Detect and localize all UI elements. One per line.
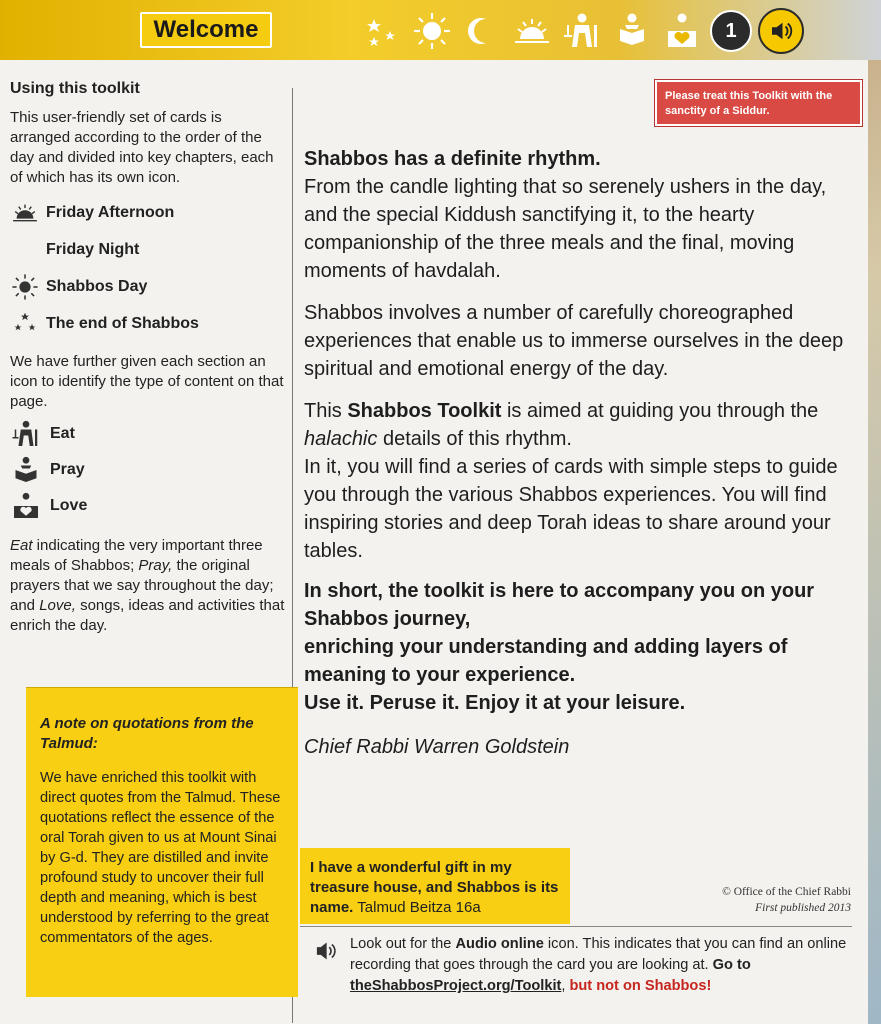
pray-term: Pray, <box>138 557 173 574</box>
chapter-label: Friday Night <box>46 240 140 258</box>
p3-e: details of this rhythm. <box>377 428 572 450</box>
chapter-label: Shabbos Day <box>46 277 148 295</box>
first-published: First published 2013 <box>755 902 851 914</box>
signature: Chief Rabbi Warren Goldstein <box>304 736 570 758</box>
note-title: A note on quotations from the Talmud: <box>40 715 254 752</box>
talmud-quote-box <box>300 848 570 924</box>
eat-term: Eat <box>10 537 33 554</box>
experiences-paragraph: Shabbos involves a number of carefully choreographed experiences that enable us to immerse ourselves in the deep spiritual and emotional energy of the day. <box>304 302 844 380</box>
chapter-friday-night <box>10 231 285 268</box>
eat-icon <box>560 9 604 53</box>
audio-icon[interactable] <box>758 8 804 54</box>
toolkit-paragraph <box>304 397 859 565</box>
p3-c: is aimed at guiding you through the <box>501 400 819 422</box>
an-a: Look out for the <box>350 936 456 952</box>
type-label: Love <box>50 497 88 514</box>
love-icon <box>660 9 704 53</box>
toolkit-name: Shabbos Toolkit <box>347 400 502 422</box>
p3-a: This <box>304 400 348 422</box>
stars-icon <box>360 9 404 53</box>
not-on-shabbos: but not on Shabbos! <box>569 978 712 994</box>
header-bar <box>0 0 881 60</box>
copyright <box>722 884 851 916</box>
chapter-list <box>10 194 285 342</box>
type-label: Eat <box>50 425 75 442</box>
moon-icon <box>10 235 46 265</box>
toolkit-link[interactable]: theShabbosProject.org/Toolkit <box>350 978 562 994</box>
summary-line-1: In short, the toolkit is here to accompany you on your Shabbos journey, <box>304 580 815 630</box>
an-f: , <box>561 978 570 994</box>
love-desc: songs, ideas and activities that enrich the day. <box>10 597 285 634</box>
love-icon <box>10 491 50 521</box>
moon-icon <box>460 9 504 53</box>
summary-line-2: enriching your understanding and adding layers of meaning to your experience. <box>304 636 788 686</box>
halachic-term: halachic <box>304 428 378 450</box>
chapter-label: The end of Shabbos <box>46 314 199 332</box>
welcome-label: Welcome <box>153 16 259 43</box>
types-intro-text: We have further given each section an icon to identify the type of content on that page. <box>10 353 284 410</box>
eat-desc: indicating the very important three meals of Shabbos; <box>10 537 263 574</box>
pray-desc: the original prayers that we say throughout the day; and <box>10 557 274 614</box>
audio-note-text <box>350 934 852 997</box>
chapter-shabbos-day <box>10 268 285 305</box>
copyright-line: © Office of the Chief Rabbi <box>722 886 851 898</box>
type-list <box>10 416 285 524</box>
sun-icon <box>410 9 454 53</box>
type-love <box>10 488 285 524</box>
stars-icon <box>10 309 46 339</box>
pray-icon <box>10 455 50 485</box>
types-description <box>10 536 285 636</box>
talmud-quotation-note <box>26 687 298 997</box>
p3-f: In it, you will find a series of cards with simple steps to guide you through the various Shabbos experiences. You will find inspiring stories and deep Torah ideas to share around your tables. <box>304 456 838 562</box>
quote-source: Talmud Beitza 16a <box>357 899 481 916</box>
type-pray <box>10 452 285 488</box>
audio-online-note <box>312 934 852 997</box>
type-label: Pray <box>50 461 85 478</box>
sunset-icon <box>10 198 46 228</box>
left-column <box>10 80 285 636</box>
rhythm-paragraph: From the candle lighting that so serenely ushers in the day, and the special Kiddush sanctifying it, to the hearty companionship of the three meals and the final, moving moments of havdalah. <box>304 176 827 282</box>
sanctity-notice: Please treat this Toolkit with the sanctity of a Siddur. <box>655 80 862 126</box>
chapter-end-of-shabbos <box>10 305 285 342</box>
sun-icon <box>10 272 46 302</box>
eat-icon <box>10 419 50 449</box>
summary-line-3: Use it. Peruse it. Enjoy it at your leisure. <box>304 692 686 714</box>
chapter-icon-row <box>360 8 804 54</box>
intro-block <box>304 145 859 285</box>
an-c: icon. This indicates that you can find an online recording that goes through the card you are looking at. <box>350 936 847 973</box>
sunset-icon <box>510 9 554 53</box>
chapter-friday-afternoon <box>10 194 285 231</box>
pray-icon <box>610 9 654 53</box>
intro-text: This user-friendly set of cards is arranged according to the order of the day and divided into key chapters, each of which has its own icon. <box>10 109 274 186</box>
using-toolkit-heading: Using this toolkit <box>10 80 140 97</box>
summary-block <box>304 577 859 717</box>
card-number: 1 <box>725 19 737 42</box>
chapter-label: Friday Afternoon <box>46 203 175 221</box>
lead-line: Shabbos has a definite rhythm. <box>304 148 601 170</box>
audio-online-term: Audio online <box>455 936 544 952</box>
welcome-tab[interactable] <box>140 12 272 48</box>
card-number-badge <box>710 10 752 52</box>
speaker-icon <box>312 934 340 997</box>
bottom-divider <box>300 926 852 927</box>
type-eat <box>10 416 285 452</box>
an-d: Go to <box>712 957 751 973</box>
quote-text: I have a wonderful gift in my treasure house, and Shabbos is its name. <box>310 859 559 916</box>
right-column <box>304 145 859 775</box>
note-body: We have enriched this toolkit with direct quotes from the Talmud. These quotations reflect the essence of the oral Torah given to us at Mount Sinai by G-d. They are distilled and invite profound study to uncover their full depth and meaning, which is best understood by referring to the great commentators of the ages. <box>40 770 281 946</box>
love-term: Love, <box>39 597 76 614</box>
